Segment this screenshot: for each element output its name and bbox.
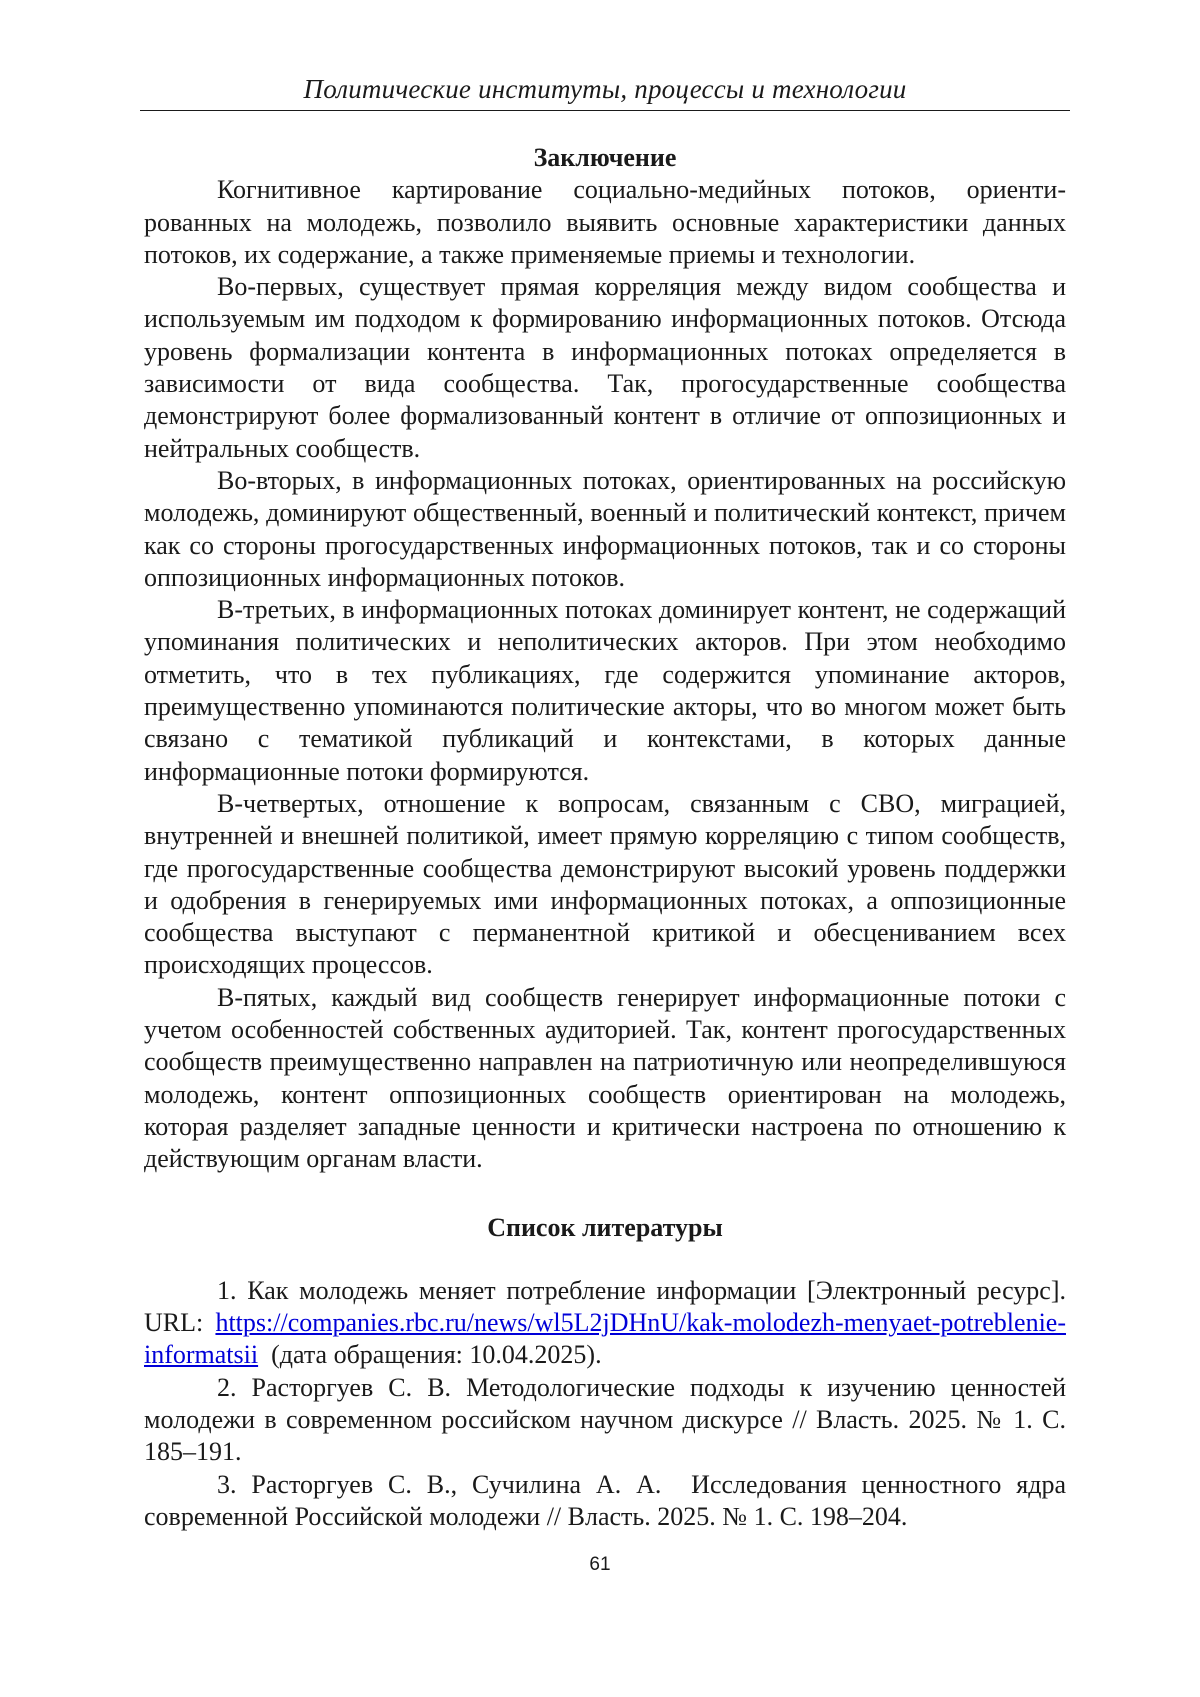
page-content [144,142,1066,1533]
header-rule [140,110,1070,111]
conclusion-paragraph-4: В-третьих, в информационных потоках доминирует контент, не содержащий упоминания политических и неполитических акторов. При этом необходимо отметить, что в тех публикациях, где содержится упоминание акторов, преимущественно упоминаются политические акторы, что во многом может быть связано с тематикой публикаций и контекстами, в которых данные информационные потоки формируются. [144,595,1066,786]
references-heading: Список литературы [487,1212,723,1242]
conclusion-paragraph-3: Во-вторых, в информационных потоках, ориентированных на российскую молодежь, доминируют общественный, военный и политический контекст, причем как со стороны прогосударственных информационных потоков, так и со стороны оппозиционных информационных потоков. [144,465,1066,592]
conclusion-paragraph-1: Когнитивное картирование социально-медийных потоков, ориентированных на молодежь, позволило выявить основные характеристики данных потоков, их содержание, а также применяемые приемы и технологии. [144,175,1066,269]
reference-1-link[interactable]: https://companies.rbc.ru/news/wl5L2jDHnU/kak-molodezh-menyaet-potreblenie-informatsii [144,1308,1066,1370]
reference-1-text: 1. Как молодежь меняет потребление информации [Электронный ресурс]. URL: [144,1275,1066,1338]
reference-item-1 [144,1275,1066,1372]
reference-item-3: 3. Расторгуев С. В., Сучилина А. А. Исследования ценностного ядра современной Российской молодежи // Власть. 2025. № 1. С. 198–204. [144,1469,1066,1531]
reference-item-2: 2. Расторгуев С. В. Методологические подходы к изучению ценностей молодежи в современном российском научном дискурсе // Власть. 2025. № 1. С. 185–191. [144,1372,1066,1467]
conclusion-heading: Заключение [533,143,677,172]
page-number: 61 [589,1554,611,1575]
running-header-title: Политические институты, процессы и технологии [303,74,907,104]
conclusion-paragraph-6: В-пятых, каждый вид сообществ генерирует информационные потоки с учетом особенностей собственных аудиторией. Так, контент прогосударственных сообществ преимущественно направлен на патриотичную или неопределившуюся молодежь, контент оппозиционных сообществ ориентирован на молодежь, которая разделяет западные ценности и критически настроена по отношению к действующим органам власти. [144,982,1066,1174]
reference-1-access-date: (дата обращения: 10.04.2025). [258,1340,602,1370]
conclusion-paragraph-2: Во-первых, существует прямая корреляция между видом сообщества и используемым им подходом к формированию информационных потоков. Отсюда уровень формализации контента в информационных потоках определяется в зависимости от вида сообщества. Так, прогосударственные сообщества демонстрируют более формализованный контент в отличие от оппозиционных и нейтральных сообществ. [144,272,1066,463]
conclusion-paragraph-5: В-четвертых, отношение к вопросам, связанным с СВО, миграцией, внутренней и внешней политикой, имеет прямую корреляцию с типом сообществ, где прогосударственные сообщества демонстрируют высокий уровень поддержки и одобрения в генерируемых ими информационных потоках, а оппозиционные сообщества выступают с перманентной критикой и обесцениванием всех происходящих процессов. [144,788,1066,980]
